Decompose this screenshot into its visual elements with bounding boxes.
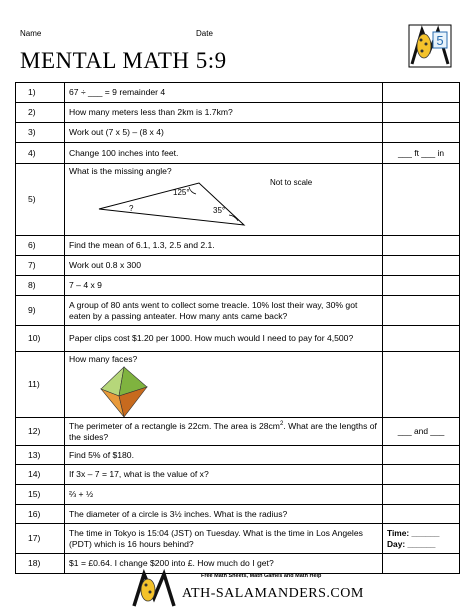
question-text: The perimeter of a rectangle is 22cm. The area is $28cm^2$. What are the lengths of the sides? <box>65 418 383 446</box>
question-text: ⅔ + ½ <box>65 485 383 505</box>
answer-box[interactable] <box>383 164 460 236</box>
question-number: 16) <box>16 505 65 524</box>
question-row <box>16 524 460 554</box>
answer-box[interactable] <box>383 446 460 465</box>
answer-box[interactable] <box>383 123 460 143</box>
question-number: 10) <box>16 326 65 352</box>
missing-angle-label: ? <box>129 204 134 213</box>
question-number: 11) <box>16 352 65 418</box>
question-row <box>16 505 460 524</box>
question-text: Find the mean of 6.1, 1.3, 2.5 and 2.1. <box>65 236 383 256</box>
answer-box[interactable] <box>383 485 460 505</box>
answer-box[interactable] <box>383 276 460 296</box>
question-number: 13) <box>16 446 65 465</box>
question-text: If 3x – 7 = 17, what is the value of x? <box>65 465 383 485</box>
question-row <box>16 143 460 164</box>
octahedron-diagram <box>69 365 378 417</box>
answer-box[interactable]: ___ and ___ <box>383 418 460 446</box>
time-answer: Time: ______ <box>387 527 440 538</box>
question-number: 12) <box>16 418 65 446</box>
question-text: How many meters less than 2km is 1.7km? <box>65 103 383 123</box>
question-number: 9) <box>16 296 65 326</box>
question-number: 5) <box>16 164 65 236</box>
question-text: What is the missing angle? <box>69 166 172 176</box>
angle-35-label: 35° <box>213 206 226 215</box>
question-text: The diameter of a circle is 3½ inches. What is the radius? <box>65 505 383 524</box>
day-answer: Day: ______ <box>387 538 436 549</box>
question-row <box>16 164 460 236</box>
question-row <box>16 123 460 143</box>
answer-box[interactable] <box>383 465 460 485</box>
question-number: 14) <box>16 465 65 485</box>
answer-box[interactable] <box>383 554 460 574</box>
page-title: MENTAL MATH 5:9 <box>20 48 227 73</box>
question-number: 1) <box>16 83 65 103</box>
question-number: 3) <box>16 123 65 143</box>
angle-125-label: 125° <box>173 188 190 197</box>
question-row <box>16 554 460 574</box>
question-row <box>16 465 460 485</box>
name-label: Name <box>20 29 42 38</box>
question-number: 6) <box>16 236 65 256</box>
question-text: Change 100 inches into feet. <box>65 143 383 164</box>
footer-salamander-logo <box>128 568 180 608</box>
answer-box[interactable] <box>383 83 460 103</box>
question-text: How many faces? <box>69 354 138 364</box>
salamander-logo <box>408 24 452 68</box>
answer-box[interactable] <box>383 326 460 352</box>
question-row <box>16 236 460 256</box>
answer-box[interactable] <box>383 256 460 276</box>
question-row <box>16 256 460 276</box>
answer-box[interactable] <box>383 236 460 256</box>
footer-tagline: Free Math Sheets, Math Games and Math Help <box>201 573 322 579</box>
question-text: The time in Tokyo is 15:04 (JST) on Tuesday. What is the time in Los Angeles (PDT) which is 16 hours behind? <box>65 524 383 554</box>
question-row <box>16 296 460 326</box>
answer-box[interactable] <box>383 524 460 554</box>
question-row <box>16 446 460 465</box>
question-row <box>16 485 460 505</box>
question-row <box>16 418 460 446</box>
question-row <box>16 103 460 123</box>
date-label: Date <box>196 29 213 38</box>
question-text: Find 5% of $180. <box>65 446 383 465</box>
question-row <box>16 83 460 103</box>
footer-brand[interactable]: ATH-SALAMANDERS.COM <box>182 586 364 601</box>
not-to-scale-label: Not to scale <box>270 178 313 187</box>
question-row <box>16 326 460 352</box>
question-text: Work out 0.8 x 300 <box>65 256 383 276</box>
question-table <box>15 82 460 574</box>
question-text: $1 = £0.64. I change $200 into £. How much do I get? <box>65 554 383 574</box>
answer-box[interactable] <box>383 296 460 326</box>
answer-box[interactable] <box>383 103 460 123</box>
question-row <box>16 276 460 296</box>
question-text: 7 – 4 x 9 <box>65 276 383 296</box>
question-number: 2) <box>16 103 65 123</box>
question-number: 7) <box>16 256 65 276</box>
question-row <box>16 352 460 418</box>
question-text: 67 ÷ ___ = 9 remainder 4 <box>65 83 383 103</box>
answer-box[interactable] <box>383 505 460 524</box>
question-number: 15) <box>16 485 65 505</box>
question-number: 17) <box>16 524 65 554</box>
question-text: Work out (7 x 5) – (8 x 4) <box>65 123 383 143</box>
answer-box[interactable]: ___ ft ___ in <box>383 143 460 164</box>
triangle-diagram <box>69 177 378 235</box>
question-number: 4) <box>16 143 65 164</box>
question-number: 8) <box>16 276 65 296</box>
question-number: 18) <box>16 554 65 574</box>
question-text: Paper clips cost $1.20 per 1000. How much would I need to pay for 4,500? <box>65 326 383 352</box>
question-text: A group of 80 ants went to collect some treacle. 10% lost their way, 30% got eaten by a passing anteater. How many ants came back? <box>65 296 383 326</box>
logo-number: 5 <box>436 33 444 48</box>
answer-box[interactable] <box>383 352 460 418</box>
